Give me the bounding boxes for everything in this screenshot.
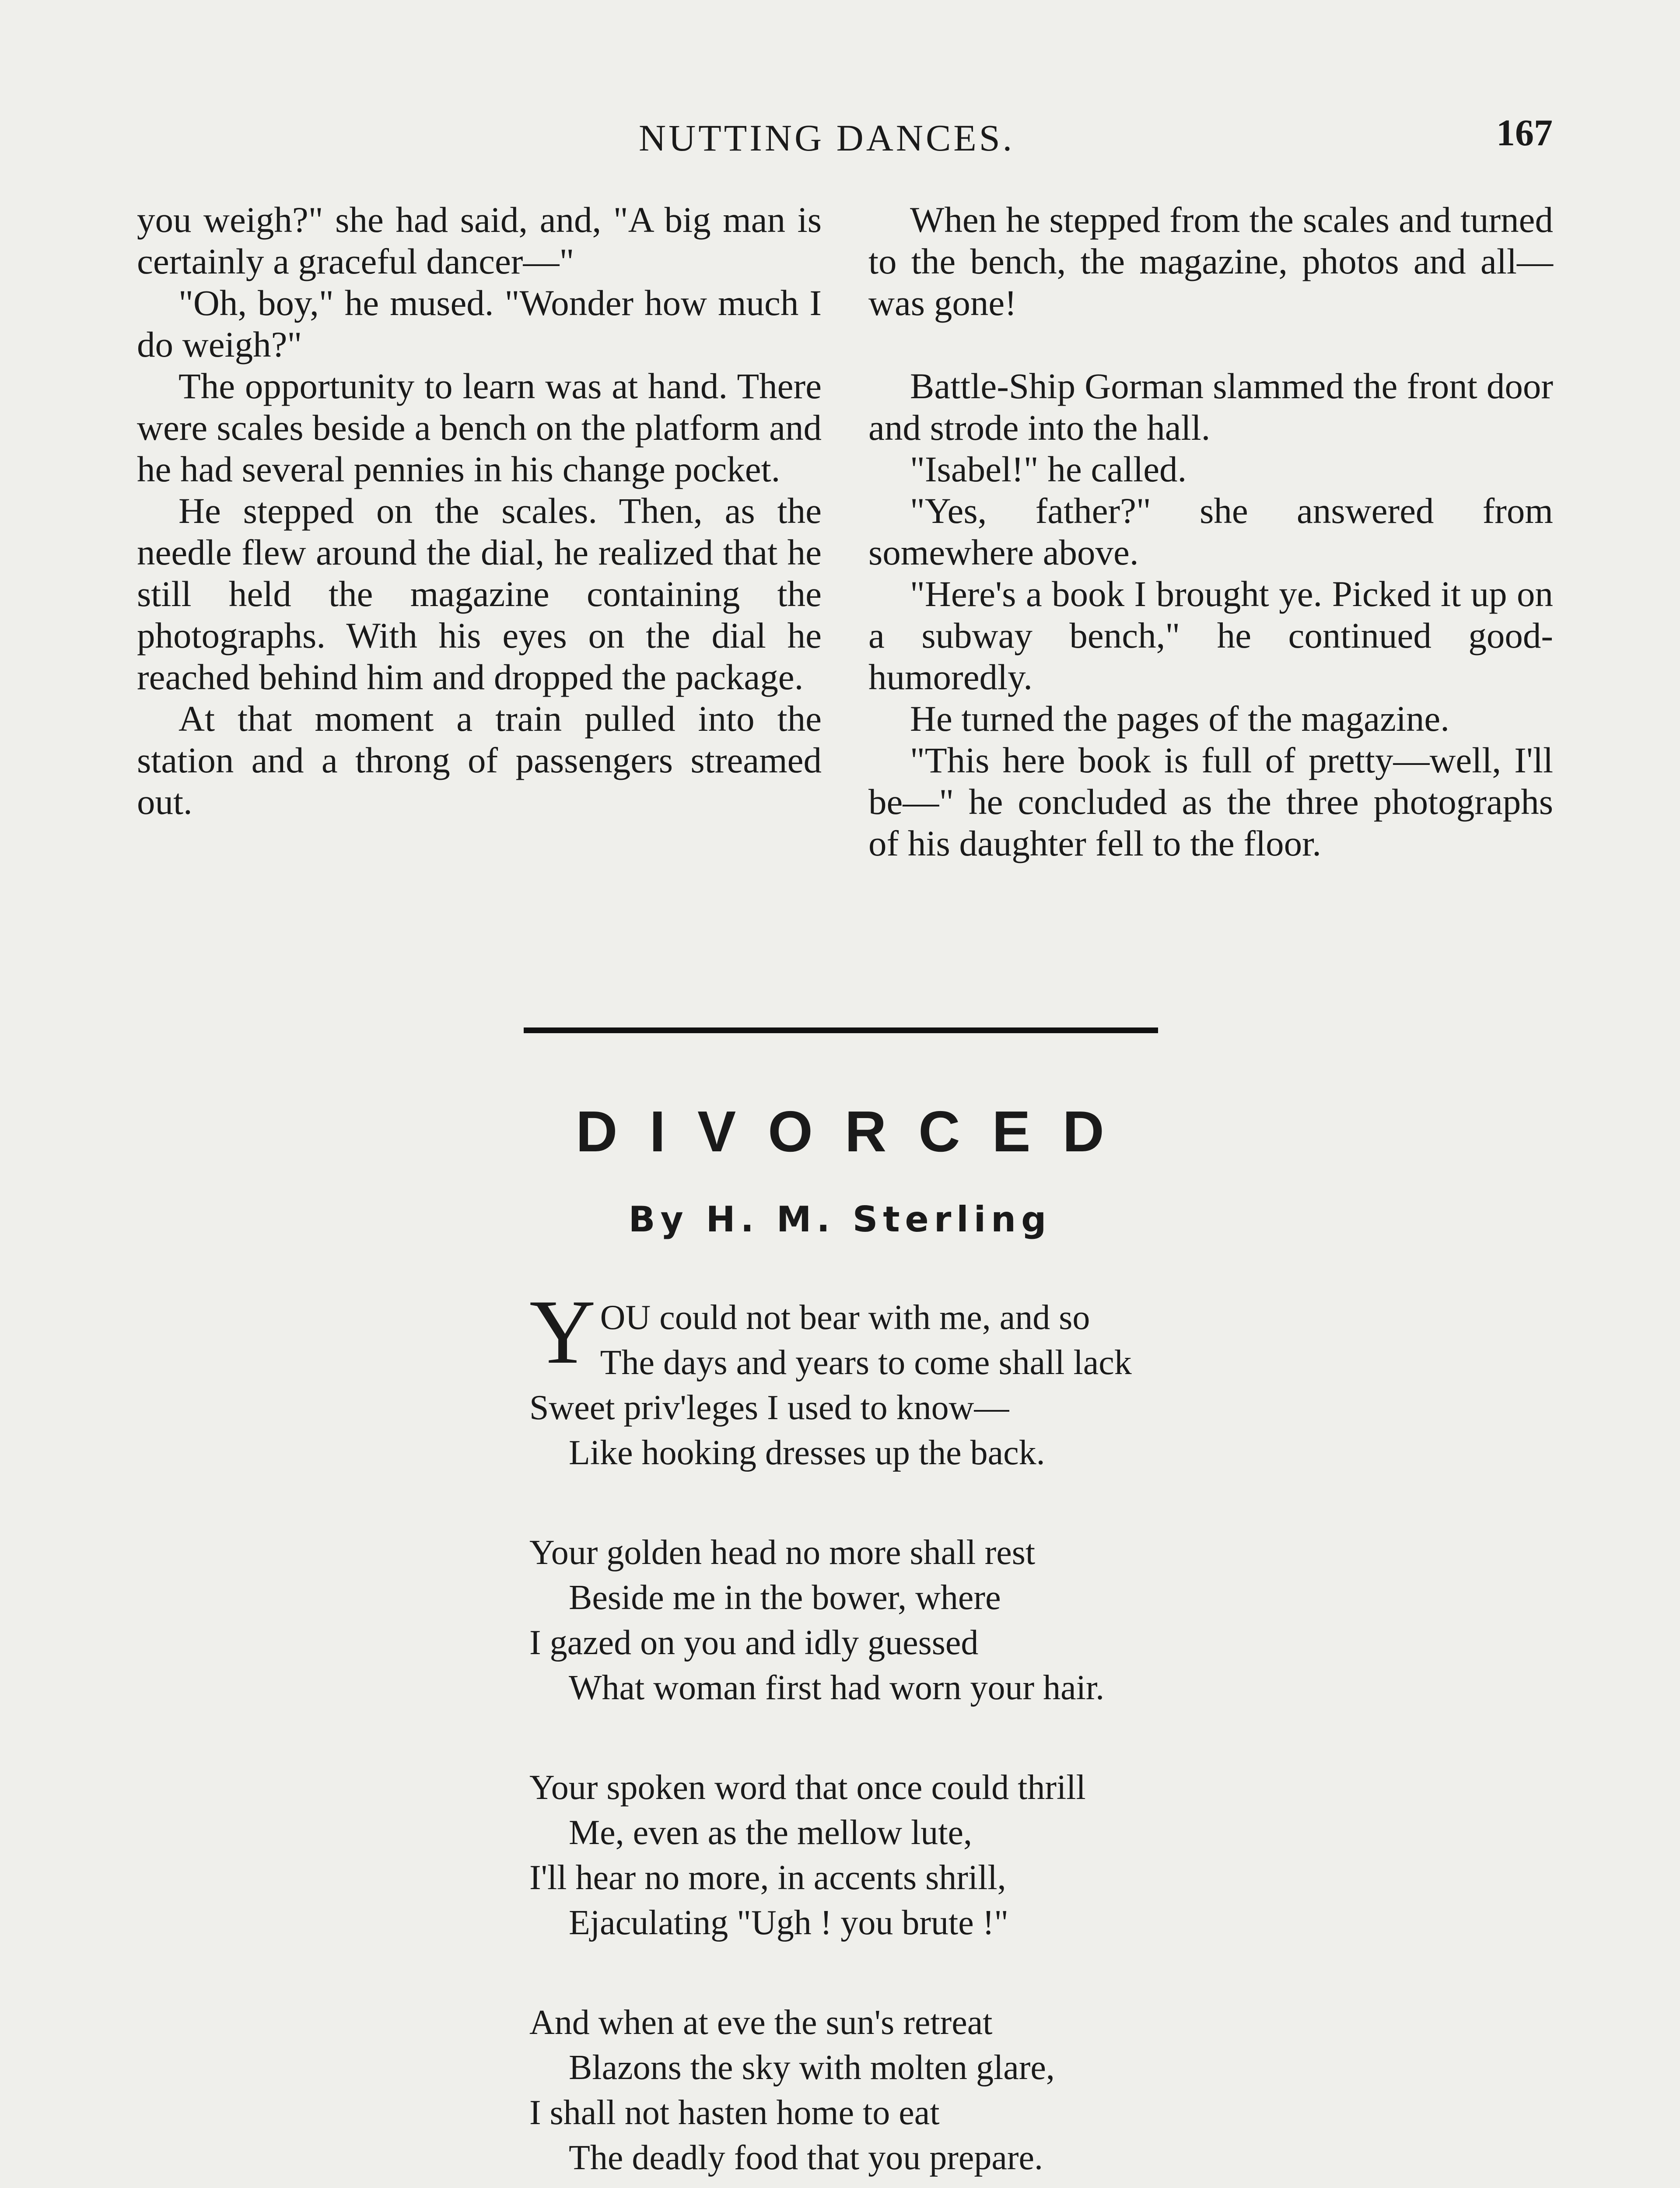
poem-line: What woman first had worn your hair. [569, 1669, 1105, 1707]
page-number: 167 [1496, 112, 1553, 154]
story-paragraph: "Isabel!" he called. [910, 449, 1187, 489]
story-left-column [137, 199, 822, 823]
poem-line: Like hooking dresses up the back. [569, 1434, 1045, 1472]
poem-line: Ejaculating "Ugh ! you brute !" [569, 1904, 1009, 1942]
poem-title: DIVORCED [576, 1099, 1136, 1164]
poem-line: Me, even as the mellow lute, [569, 1813, 972, 1852]
poem-line: Blazons the sky with molten glare, [569, 2048, 1055, 2087]
poem-line: The deadly food that you prepare. [569, 2139, 1043, 2177]
poem-line: I shall not hasten home to eat [529, 2093, 940, 2132]
poem-stanza [529, 1765, 1361, 1946]
section-divider-rule [524, 1027, 1158, 1033]
story-paragraph: "This here book is full of pretty—well, I'll be—" he concluded as the three photographs of his daughter fell to the floor. [868, 740, 1553, 863]
poem-line: Beside me in the bower, where [569, 1578, 1001, 1617]
story-paragraph: Battle-Ship Gorman slammed the front door and strode into the hall. [868, 366, 1553, 448]
poem-body [529, 1281, 1361, 2188]
poem-line: And when at eve the sun's retreat [529, 2003, 993, 2042]
story-paragraph: At that moment a train pulled into the station and a throng of passengers streamed out. [137, 698, 822, 822]
story-paragraph: The opportunity to learn was at hand. There were scales beside a bench on the platform and he had several pennies in his change pocket. [137, 366, 822, 489]
poem-stanza [529, 1530, 1361, 1711]
story-paragraph: "Here's a book I brought ye. Picked it up on a subway bench," he continued good-humoredly. [868, 574, 1553, 697]
story-paragraph: "Oh, boy," he mused. "Wonder how much I do weigh?" [137, 283, 822, 365]
poem-line: I'll hear no more, in accents shrill, [529, 1858, 1006, 1897]
poem-byline: By H. M. Sterling [628, 1199, 1052, 1240]
poem-line: Your golden head no more shall rest [529, 1533, 1036, 1572]
story-paragraph: "Yes, father?" she answered from somewhere above. [868, 491, 1553, 572]
story-right-column [868, 199, 1553, 864]
poem-line: I gazed on you and idly guessed [529, 1623, 979, 1662]
poem-line: Sweet priv'leges I used to know— [529, 1389, 1009, 1427]
story-paragraph: He turned the pages of the magazine. [910, 698, 1449, 739]
story-paragraph: When he stepped from the scales and turned to the bench, the magazine, photos and all—was gone! [868, 200, 1553, 323]
drop-cap: Y [529, 1281, 596, 1383]
poem-line: Your spoken word that once could thrill [529, 1768, 1086, 1807]
poem-line: The days and years to come shall lack [600, 1343, 1132, 1382]
poem-stanza [529, 2000, 1361, 2181]
poem-stanza [529, 1281, 1361, 1476]
running-head [0, 107, 1680, 160]
running-title: NUTTING DANCES. [639, 117, 1015, 159]
story-paragraph: you weigh?" she had said, and, "A big man is certainly a graceful dancer—" [137, 200, 822, 281]
story-paragraph: He stepped on the scales. Then, as the needle flew around the dial, he realized that he still held the magazine containing the photographs. With his eyes on the dial he reached behind him and dropped the package. [137, 491, 822, 697]
poem-line: OU could not bear with me, and so [600, 1298, 1090, 1337]
